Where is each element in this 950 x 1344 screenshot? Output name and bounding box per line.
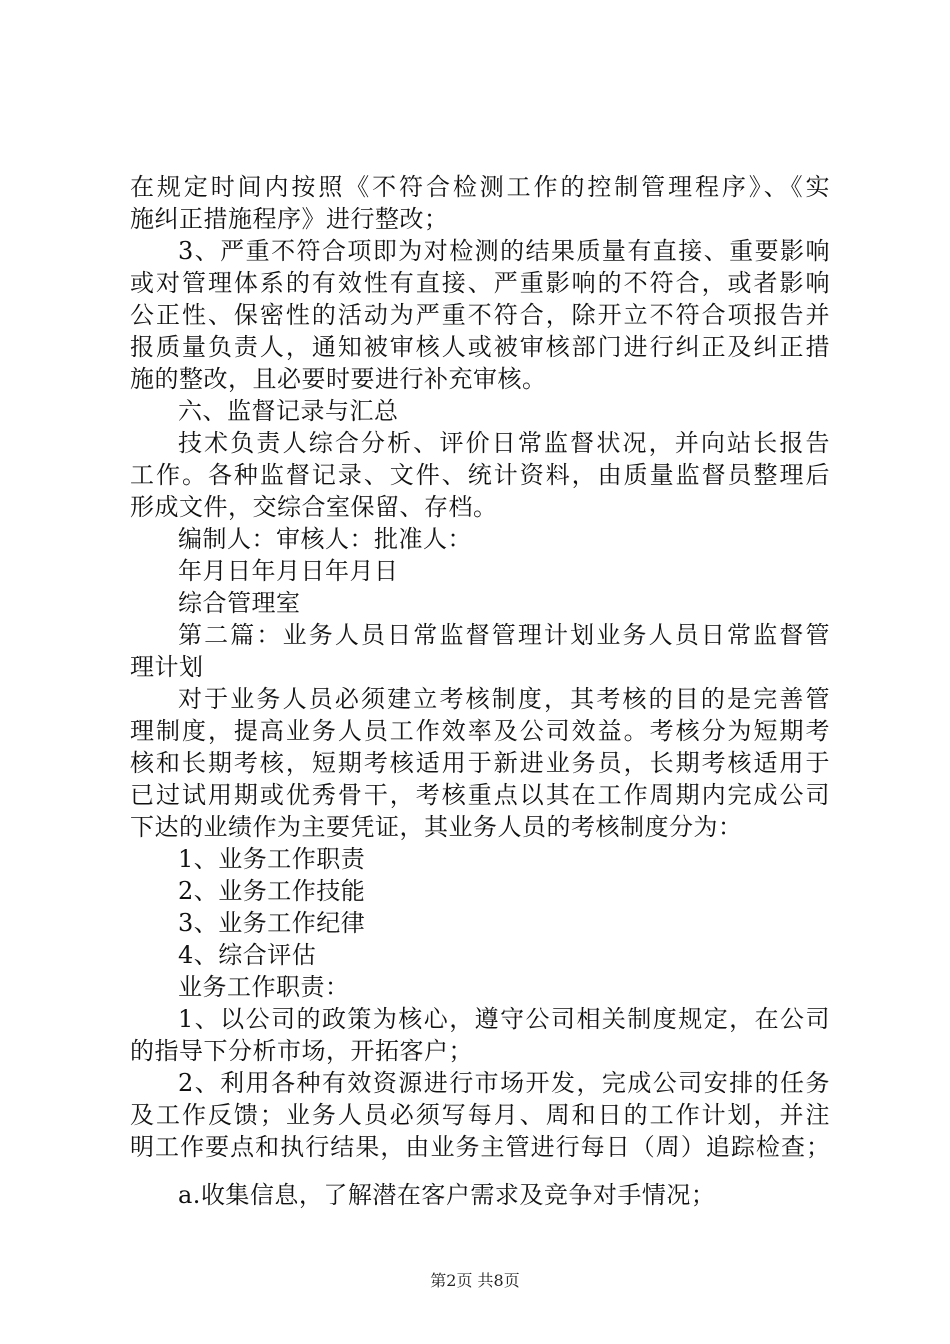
- paragraph-line: 核和长期考核，短期考核适用于新进业务员，长期考核适用于: [130, 749, 830, 777]
- page-number: 第2页 共8页: [430, 1271, 520, 1290]
- list-item: 3、业务工作纪律: [178, 909, 366, 937]
- list-item: 4、综合评估: [178, 941, 317, 969]
- paragraph-line: 的指导下分析市场，开拓客户；: [130, 1037, 473, 1065]
- chapter-heading: 理计划: [130, 653, 204, 681]
- section-heading: 六、监督记录与汇总: [178, 397, 399, 425]
- paragraph-line: 已过试用期或优秀骨干，考核重点以其在工作周期内完成公司: [130, 781, 830, 809]
- chapter-heading: 第二篇：业务人员日常监督管理计划业务人员日常监督管: [178, 621, 830, 649]
- paragraph-line: 报质量负责人，通知被审核人或被审核部门进行纠正及纠正措: [130, 333, 830, 361]
- paragraph-line: 技术负责人综合分析、评价日常监督状况，并向站长报告: [178, 429, 830, 457]
- section-heading: 业务工作职责：: [178, 973, 350, 1001]
- paragraph-line: 施纠正措施程序》进行整改；: [130, 205, 449, 233]
- date-line: 年月日年月日年月日: [178, 557, 399, 585]
- list-item: a.收集信息，了解潜在客户需求及竞争对手情况；: [178, 1181, 716, 1209]
- department-line: 综合管理室: [178, 589, 301, 617]
- paragraph-line: 1、以公司的政策为核心，遵守公司相关制度规定，在公司: [178, 1005, 830, 1033]
- paragraph-line: 或对管理体系的有效性有直接、严重影响的不符合，或者影响: [130, 269, 830, 297]
- paragraph-line: 工作。各种监督记录、文件、统计资料，由质量监督员整理后: [130, 461, 830, 489]
- paragraph-line: 公正性、保密性的活动为严重不符合，除开立不符合项报告并: [130, 301, 830, 329]
- paragraph-line: 明工作要点和执行结果，由业务主管进行每日（周）追踪检查；: [130, 1133, 830, 1161]
- paragraph-line: 及工作反馈；业务人员必须写每月、周和日的工作计划，并注: [130, 1101, 830, 1129]
- paragraph-line: 2、利用各种有效资源进行市场开发，完成公司安排的任务: [178, 1069, 830, 1097]
- paragraph-line: 3、严重不符合项即为对检测的结果质量有直接、重要影响: [178, 237, 830, 265]
- signature-line: 编制人：审核人：批准人：: [178, 525, 472, 553]
- paragraph-line: 在规定时间内按照《不符合检测工作的控制管理程序》、《实: [130, 173, 830, 201]
- paragraph-line: 理制度，提高业务人员工作效率及公司效益。考核分为短期考: [130, 717, 830, 745]
- paragraph-line: 下达的业绩作为主要凭证，其业务人员的考核制度分为：: [130, 813, 743, 841]
- paragraph-line: 施的整改，且必要时要进行补充审核。: [130, 365, 547, 393]
- paragraph-line: 对于业务人员必须建立考核制度，其考核的目的是完善管: [178, 685, 830, 713]
- paragraph-line: 形成文件，交综合室保留、存档。: [130, 493, 498, 521]
- list-item: 2、业务工作技能: [178, 877, 366, 905]
- list-item: 1、业务工作职责: [178, 845, 366, 873]
